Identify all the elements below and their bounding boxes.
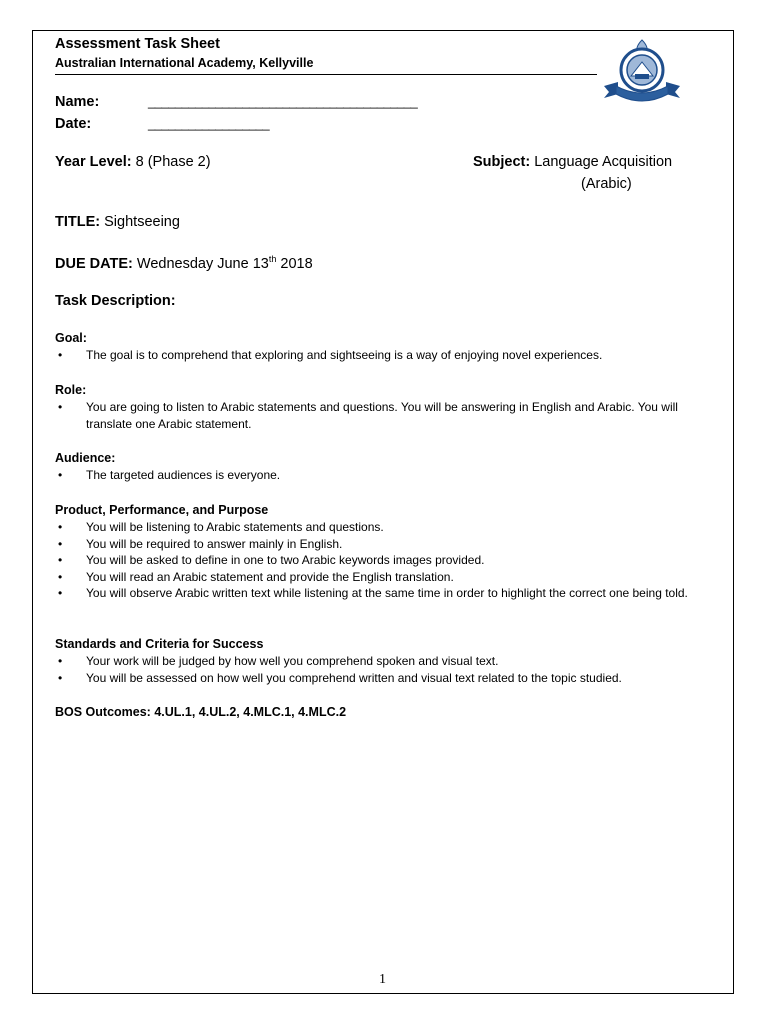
audience-heading: Audience: [55,451,116,465]
document-title: Assessment Task Sheet [55,36,220,52]
title-value: Sightseeing [104,214,180,230]
bos-outcomes: BOS Outcomes: 4.UL.1, 4.UL.2, 4.MLC.1, 4.MLC.2 [55,705,347,719]
product-list [55,519,715,602]
list-item: • The targeted audiences is everyone. [55,467,715,484]
product-heading: Product, Performance, and Purpose [55,503,269,517]
due-date-year: 2018 [280,256,313,272]
list-item: • You will observe Arabic written text while listening at the same time in order to highlight the correct one being told. [55,585,715,602]
subject-label: Subject: [473,154,531,170]
list-item: • You will be required to answer mainly in English. [55,536,715,553]
due-date-suffix: th [268,254,277,264]
due-date [55,254,313,272]
list-item: • You will be asked to define in one to two Arabic keywords images provided. [55,552,715,569]
name-label: Name: [55,94,100,110]
goal-list [55,347,715,364]
audience-list [55,467,715,484]
subject [473,154,672,170]
list-item: • You will be assessed on how well you comprehend written and visual text related to the topic studied. [55,670,715,687]
role-heading: Role: [55,383,87,397]
goal-heading: Goal: [55,331,87,345]
task-description-heading: Task Description: [55,293,176,309]
list-item: • You will be listening to Arabic statements and questions. [55,519,715,536]
header-divider [55,74,597,75]
standards-list [55,653,715,686]
date-label: Date: [55,116,92,132]
year-level-value: 8 (Phase 2) [135,154,211,170]
year-level-label: Year Level: [55,154,132,170]
list-item: • You will read an Arabic statement and provide the English translation. [55,569,715,586]
list-item: • The goal is to comprehend that exploring and sightseeing is a way of enjoying novel experiences. [55,347,715,364]
name-field[interactable]: ________________________________________ [148,94,418,109]
year-level [55,154,211,170]
standards-heading: Standards and Criteria for Success [55,637,264,651]
title-label: TITLE: [55,214,101,230]
due-date-label: DUE DATE: [55,256,133,272]
list-item: • You are going to listen to Arabic statements and questions. You will be answering in English and Arabic. You will translate one Arabic statement. [55,399,715,432]
list-item: • Your work will be judged by how well you comprehend spoken and visual text. [55,653,715,670]
page-number: 1 [379,972,386,987]
subject-value-line2: (Arabic) [581,176,632,192]
due-date-value: Wednesday June 13 [136,256,269,272]
role-list [55,399,715,432]
date-field[interactable]: __________________ [148,116,270,131]
task-title [55,214,180,230]
school-crest-icon [600,36,684,106]
school-name: Australian International Academy, Kellyville [55,56,314,70]
subject-value: Language Acquisition [534,154,673,170]
